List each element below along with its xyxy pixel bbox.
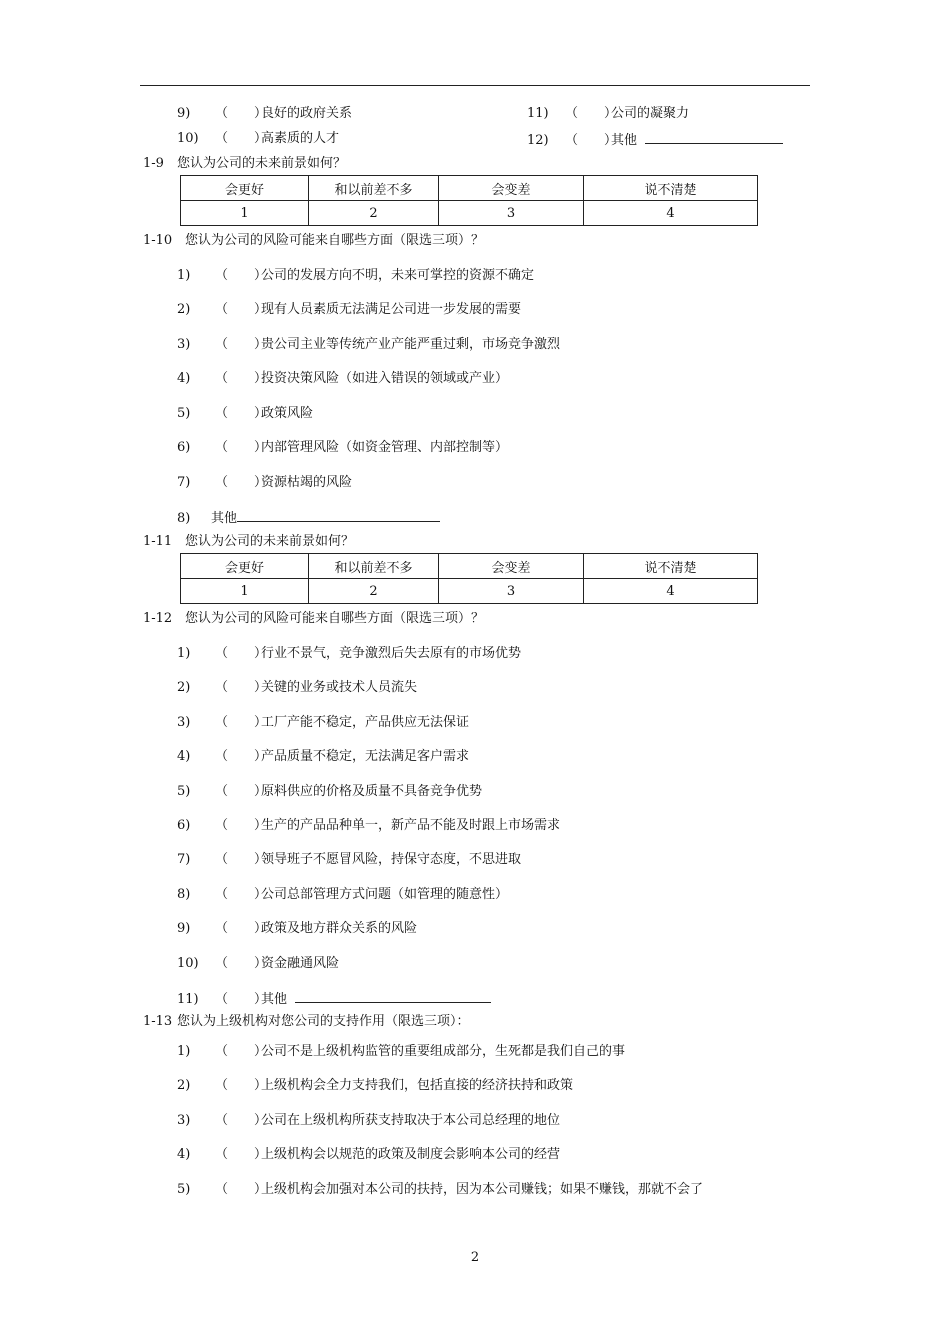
option-number: 4) [177, 1147, 191, 1162]
table-row [181, 579, 758, 604]
option-text: 其他 [211, 511, 238, 526]
option-number: 10) [177, 131, 199, 146]
table-header-row [181, 554, 758, 579]
option-row [177, 371, 508, 387]
option-row [177, 1078, 573, 1094]
option-text: 行业不景气，竞争激烈后失去原有的市场优势 [261, 646, 522, 661]
answer-blank[interactable]: （ ） [565, 133, 618, 148]
answer-blank[interactable]: （ ） [215, 956, 268, 971]
option-text: 上级机构会全力支持我们，包括直接的经济扶持和政策 [261, 1078, 574, 1093]
option-number: 4) [177, 371, 191, 386]
option-number: 2) [177, 1078, 191, 1093]
table-cell[interactable]: 3 [439, 201, 584, 226]
option-text: 领导班子不愿冒风险，持保守态度，不思进取 [261, 852, 522, 867]
option-row [177, 715, 469, 731]
table-cell[interactable]: 1 [181, 201, 309, 226]
answer-blank[interactable]: （ ） [215, 749, 268, 764]
answer-blank[interactable]: （ ） [215, 371, 268, 386]
option-row [177, 106, 352, 122]
question-text: 您认为上级机构对您公司的支持作用（限选三项）： [177, 1014, 470, 1029]
question-number: 1-10 [143, 233, 173, 248]
option-text: 贵公司主业等传统产业产能严重过剩，市场竞争激烈 [261, 337, 561, 352]
answer-blank[interactable]: （ ） [215, 646, 268, 661]
answer-blank[interactable]: （ ） [215, 1044, 268, 1059]
table-row [181, 201, 758, 226]
answer-blank[interactable]: （ ） [215, 784, 268, 799]
option-number: 7) [177, 475, 191, 490]
option-number: 5) [177, 784, 191, 799]
option-row [177, 509, 440, 527]
option-row [177, 646, 521, 662]
answer-blank[interactable]: （ ） [215, 852, 268, 867]
option-text: 公司的发展方向不明，未来可掌控的资源不确定 [261, 268, 535, 283]
answer-blank[interactable]: （ ） [215, 1113, 268, 1128]
option-row [177, 956, 339, 972]
option-text: 内部管理风险（如资金管理、内部控制等） [261, 440, 509, 455]
option-row [527, 106, 689, 122]
option-text: 现有人员素质无法满足公司进一步发展的需要 [261, 302, 522, 317]
option-text: 工厂产能不稳定，产品供应无法保证 [261, 715, 470, 730]
option-number: 9) [177, 106, 191, 121]
table-header-cell: 和以前差不多 [309, 554, 439, 579]
question-number: 1-13 [143, 1014, 173, 1029]
option-text: 其他 [261, 992, 288, 1007]
question-1-13 [143, 1014, 470, 1030]
option-text: 关键的业务或技术人员流失 [261, 680, 418, 695]
option-number: 11) [177, 992, 199, 1007]
table-header-cell: 会变差 [439, 176, 584, 201]
table-header-cell: 说不清楚 [584, 176, 758, 201]
answer-blank[interactable]: （ ） [215, 715, 268, 730]
option-text: 公司的凝聚力 [611, 106, 690, 121]
header-rule [140, 85, 810, 86]
option-text: 公司总部管理方式问题（如管理的随意性） [261, 887, 509, 902]
table-header-cell: 会更好 [181, 554, 309, 579]
answer-blank[interactable]: （ ） [215, 1147, 268, 1162]
option-number: 6) [177, 440, 191, 455]
option-number: 1) [177, 268, 191, 283]
answer-blank[interactable]: （ ） [215, 131, 268, 146]
fill-in-line[interactable] [645, 131, 783, 144]
answer-blank[interactable]: （ ） [215, 302, 268, 317]
option-row [177, 1044, 625, 1060]
answer-table-1-11 [180, 553, 758, 604]
table-cell[interactable]: 1 [181, 579, 309, 604]
option-number: 1) [177, 1044, 191, 1059]
question-text: 您认为公司的风险可能来自哪些方面（限选三项）？ [185, 611, 485, 626]
option-number: 2) [177, 302, 191, 317]
option-number: 3) [177, 715, 191, 730]
option-row [177, 302, 521, 318]
option-text: 公司不是上级机构监管的重要组成部分，生死都是我们自己的事 [261, 1044, 626, 1059]
option-row [177, 887, 508, 903]
option-row [177, 268, 534, 284]
question-1-11 [143, 534, 354, 550]
option-row [177, 440, 508, 456]
question-text: 您认为公司的风险可能来自哪些方面（限选三项）？ [185, 233, 485, 248]
answer-blank[interactable]: （ ） [215, 440, 268, 455]
option-number: 12) [527, 133, 549, 148]
option-row [177, 680, 417, 696]
option-number: 1) [177, 646, 191, 661]
question-1-12 [143, 611, 484, 627]
option-number: 5) [177, 1182, 191, 1197]
fill-in-line[interactable] [295, 990, 491, 1003]
option-number: 9) [177, 921, 191, 936]
option-row [177, 406, 313, 422]
option-number: 10) [177, 956, 199, 971]
question-1-10 [143, 233, 484, 249]
option-number: 3) [177, 337, 191, 352]
option-number: 8) [177, 511, 191, 526]
option-row [177, 1182, 703, 1198]
table-cell[interactable]: 2 [309, 201, 439, 226]
answer-blank[interactable]: （ ） [215, 1078, 268, 1093]
option-text: 政策风险 [261, 406, 314, 421]
answer-blank[interactable]: （ ） [565, 106, 618, 121]
table-cell[interactable]: 4 [584, 201, 758, 226]
option-text: 上级机构会以规范的政策及制度会影响本公司的经营 [261, 1147, 561, 1162]
table-header-cell: 会更好 [181, 176, 309, 201]
answer-blank[interactable]: （ ） [215, 887, 268, 902]
question-text: 您认为公司的未来前景如何？ [177, 156, 347, 171]
option-number: 7) [177, 852, 191, 867]
option-number: 11) [527, 106, 549, 121]
option-row [527, 131, 783, 149]
option-text: 高素质的人才 [261, 131, 340, 146]
answer-blank[interactable]: （ ） [215, 406, 268, 421]
option-row [177, 337, 560, 353]
option-row [177, 921, 417, 937]
fill-in-line[interactable] [237, 509, 440, 522]
option-row [177, 131, 339, 147]
option-text: 政策及地方群众关系的风险 [261, 921, 418, 936]
table-cell[interactable]: 3 [439, 579, 584, 604]
answer-blank[interactable]: （ ） [215, 475, 268, 490]
table-header-row [181, 176, 758, 201]
option-row [177, 1147, 560, 1163]
option-row [177, 749, 469, 765]
option-number: 5) [177, 406, 191, 421]
option-row [177, 1113, 560, 1129]
option-row [177, 475, 352, 491]
option-row [177, 990, 491, 1008]
question-text: 您认为公司的未来前景如何？ [185, 534, 355, 549]
table-cell[interactable]: 4 [584, 579, 758, 604]
page-number: 2 [470, 1250, 480, 1265]
answer-blank[interactable]: （ ） [215, 1182, 268, 1197]
option-number: 8) [177, 887, 191, 902]
option-text: 上级机构会加强对本公司的扶持，因为本公司赚钱；如果不赚钱，那就不会了 [261, 1182, 704, 1197]
answer-blank[interactable]: （ ） [215, 268, 268, 283]
option-row [177, 784, 482, 800]
option-text: 公司在上级机构所获支持取决于本公司总经理的地位 [261, 1113, 561, 1128]
option-text: 生产的产品品种单一，新产品不能及时跟上市场需求 [261, 818, 561, 833]
table-header-cell: 会变差 [439, 554, 584, 579]
answer-blank[interactable]: （ ） [215, 818, 268, 833]
question-number: 1-12 [143, 611, 173, 626]
option-number: 2) [177, 680, 191, 695]
answer-blank[interactable]: （ ） [215, 680, 268, 695]
option-row [177, 852, 521, 868]
option-text: 其他 [611, 133, 638, 148]
option-number: 6) [177, 818, 191, 833]
option-text: 产品质量不稳定，无法满足客户需求 [261, 749, 470, 764]
answer-blank[interactable]: （ ） [215, 992, 268, 1007]
table-header-cell: 和以前差不多 [309, 176, 439, 201]
option-text: 良好的政府关系 [261, 106, 353, 121]
answer-blank[interactable]: （ ） [215, 106, 268, 121]
answer-table-1-9 [180, 175, 758, 226]
table-header-cell: 说不清楚 [584, 554, 758, 579]
option-text: 原料供应的价格及质量不具备竞争优势 [261, 784, 483, 799]
option-text: 资金融通风险 [261, 956, 340, 971]
option-text: 投资决策风险（如进入错误的领域或产业） [261, 371, 509, 386]
question-number: 1-11 [143, 534, 173, 549]
answer-blank[interactable]: （ ） [215, 337, 268, 352]
option-number: 3) [177, 1113, 191, 1128]
option-number: 4) [177, 749, 191, 764]
option-text: 资源枯竭的风险 [261, 475, 353, 490]
answer-blank[interactable]: （ ） [215, 921, 268, 936]
table-cell[interactable]: 2 [309, 579, 439, 604]
option-row [177, 818, 560, 834]
question-number: 1-9 [143, 156, 164, 171]
question-1-9 [143, 156, 346, 172]
